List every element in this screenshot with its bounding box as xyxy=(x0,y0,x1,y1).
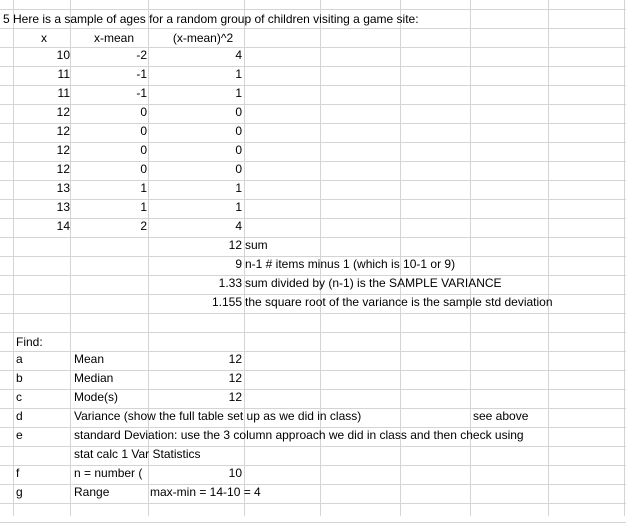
summary-text-cell[interactable]: sum divided by (n-1) is the SAMPLE VARIANCE xyxy=(245,276,502,290)
find-label-cell[interactable]: n = number ( xyxy=(74,466,143,480)
find-letter-cell[interactable]: g xyxy=(16,485,23,499)
grid-row-line xyxy=(0,503,626,504)
summary-value-cell[interactable]: 1.155 xyxy=(211,295,242,309)
grid-row-line xyxy=(0,237,626,238)
find-letter-cell[interactable]: e xyxy=(16,428,23,442)
grid-column-line xyxy=(70,0,71,516)
x-mean-cell[interactable]: 0 xyxy=(140,162,147,176)
sheet-title[interactable]: 5 Here is a sample of ages for a random group of children visiting a game site: xyxy=(3,12,419,26)
find-label-cell[interactable]: Mean xyxy=(74,352,105,366)
x-mean-cell[interactable]: 1 xyxy=(140,181,147,195)
squared-cell[interactable]: 1 xyxy=(235,67,242,81)
find-label-cell[interactable]: stat calc 1 Var Statistics xyxy=(74,447,201,461)
grid-row-line xyxy=(0,66,626,67)
x-value-cell[interactable]: 10 xyxy=(56,48,70,62)
grid-row-line xyxy=(0,313,626,314)
squared-cell[interactable]: 1 xyxy=(235,86,242,100)
x-mean-cell[interactable]: 1 xyxy=(140,200,147,214)
x-mean-cell[interactable]: 0 xyxy=(140,124,147,138)
grid-column-line xyxy=(13,0,14,516)
summary-text-cell[interactable]: n-1 # items minus 1 (which is 10-1 or 9) xyxy=(245,257,456,271)
squared-cell[interactable]: 0 xyxy=(235,105,242,119)
find-note-cell[interactable]: see above xyxy=(473,409,529,423)
grid-row-line xyxy=(0,142,626,143)
x-value-cell[interactable]: 11 xyxy=(57,86,70,100)
find-letter-cell[interactable]: c xyxy=(16,390,22,404)
summary-value-cell[interactable]: 1.33 xyxy=(218,276,242,290)
x-value-cell[interactable]: 13 xyxy=(56,200,70,214)
x-mean-cell[interactable]: -1 xyxy=(136,67,147,81)
grid-row-line xyxy=(0,332,626,333)
x-mean-cell[interactable]: 2 xyxy=(140,219,147,233)
find-value-cell[interactable]: 10 xyxy=(228,466,242,480)
x-value-cell[interactable]: 12 xyxy=(56,143,70,157)
find-value-cell[interactable]: 12 xyxy=(228,371,242,385)
x-mean-cell[interactable]: 0 xyxy=(140,143,147,157)
x-value-cell[interactable]: 12 xyxy=(56,105,70,119)
find-label-cell[interactable]: Median xyxy=(74,371,114,385)
summary-text-cell[interactable]: the square root of the variance is the sample std deviation xyxy=(245,295,553,309)
x-value-cell[interactable]: 14 xyxy=(56,219,70,233)
find-extra-cell[interactable]: max-min = 14-10 = 4 xyxy=(150,485,261,499)
grid-column-line xyxy=(624,0,625,516)
find-letter-cell[interactable]: b xyxy=(16,371,23,385)
summary-text-cell[interactable]: sum xyxy=(245,238,268,252)
grid-row-line xyxy=(0,104,626,105)
find-value-cell[interactable]: 12 xyxy=(228,352,242,366)
summary-value-cell[interactable]: 9 xyxy=(235,257,242,271)
squared-cell[interactable]: 0 xyxy=(235,124,242,138)
grid-row-line xyxy=(0,123,626,124)
x-value-cell[interactable]: 11 xyxy=(57,67,70,81)
find-label-cell[interactable]: Mode(s) xyxy=(74,390,119,404)
grid-row-line xyxy=(0,199,626,200)
find-label-cell[interactable]: Variance (show the full table set up as we did in class) xyxy=(74,409,362,423)
find-label[interactable]: Find: xyxy=(16,335,43,349)
summary-value-cell[interactable]: 12 xyxy=(228,238,242,252)
x-mean-cell[interactable]: -2 xyxy=(136,48,147,62)
find-letter-cell[interactable]: d xyxy=(16,409,23,423)
squared-cell[interactable]: 1 xyxy=(235,200,242,214)
squared-cell[interactable]: 0 xyxy=(235,162,242,176)
squared-cell[interactable]: 0 xyxy=(235,143,242,157)
x-value-cell[interactable]: 12 xyxy=(56,124,70,138)
grid-row-line xyxy=(0,161,626,162)
grid-row-line xyxy=(0,218,626,219)
header-x-mean-squared[interactable]: (x-mean)^2 xyxy=(172,31,234,45)
grid-row-line xyxy=(0,85,626,86)
x-value-cell[interactable]: 13 xyxy=(56,181,70,195)
x-mean-cell[interactable]: 0 xyxy=(140,105,147,119)
grid-row-line xyxy=(0,180,626,181)
find-label-cell[interactable]: standard Deviation: use the 3 column approach we did in class and then check using xyxy=(74,428,524,442)
squared-cell[interactable]: 4 xyxy=(235,219,242,233)
squared-cell[interactable]: 1 xyxy=(235,181,242,195)
find-letter-cell[interactable]: f xyxy=(16,466,20,480)
find-label-cell[interactable]: Range xyxy=(74,485,110,499)
x-value-cell[interactable]: 12 xyxy=(56,162,70,176)
header-x-mean[interactable]: x-mean xyxy=(93,31,134,45)
find-value-cell[interactable]: 12 xyxy=(228,390,242,404)
header-x[interactable]: x xyxy=(41,31,47,45)
grid-column-line xyxy=(548,0,549,516)
find-letter-cell[interactable]: a xyxy=(16,352,23,366)
x-mean-cell[interactable]: -1 xyxy=(136,86,147,100)
squared-cell[interactable]: 4 xyxy=(235,48,242,62)
